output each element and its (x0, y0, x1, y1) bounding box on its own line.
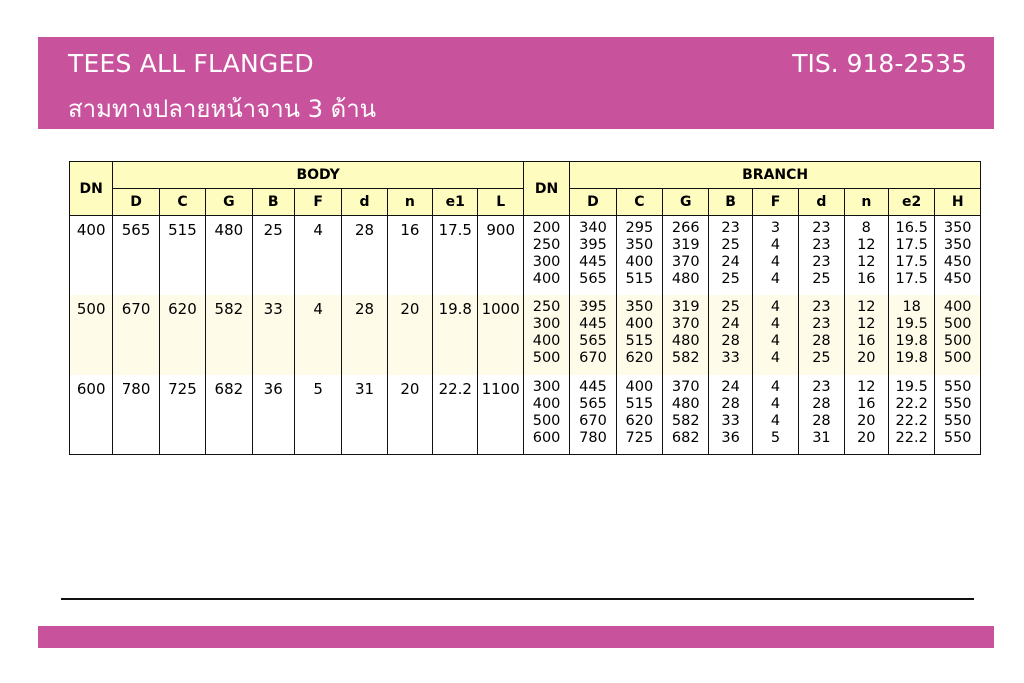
branch-value: 5 (770, 429, 781, 446)
branch-value: 24 (721, 316, 740, 333)
branch-value: 515 (625, 395, 654, 412)
branch-value: 19.8 (895, 333, 928, 350)
branch-value: 23 (812, 254, 831, 270)
branch-value: 23 (812, 316, 831, 333)
branch-value: 480 (671, 395, 700, 412)
branch-value: 480 (671, 333, 700, 350)
table-body (70, 216, 981, 455)
table-cell (799, 216, 844, 296)
branch-value: 550 (943, 395, 972, 412)
branch-value: 450 (943, 271, 972, 287)
branch-value: 500 (532, 350, 561, 367)
body-col-header: e1 (433, 189, 478, 216)
branch-value: 670 (579, 350, 607, 367)
branch-value: 19.8 (895, 350, 928, 367)
body-col-header: n (387, 189, 432, 216)
branch-value: 33 (721, 412, 740, 429)
branch-value: 22.2 (895, 395, 928, 412)
table-cell (616, 295, 662, 374)
table-cell: 565 (113, 216, 159, 296)
branch-header: BRANCH (570, 162, 981, 189)
branch-value: 17.5 (895, 254, 928, 270)
branch-value: 725 (625, 429, 654, 446)
branch-value: 445 (579, 378, 607, 395)
branch-value: 28 (812, 333, 831, 350)
branch-value: 400 (943, 299, 972, 316)
table-cell: 780 (113, 375, 159, 455)
branch-value: 266 (671, 220, 700, 236)
table-cell: 4 (294, 295, 341, 374)
table-cell: 19.8 (433, 295, 478, 374)
branch-value: 17.5 (895, 271, 928, 287)
branch-value: 370 (671, 316, 700, 333)
branch-value: 780 (579, 429, 607, 446)
branch-value: 400 (532, 395, 561, 412)
table-cell (709, 375, 752, 455)
branch-value: 400 (532, 333, 561, 350)
table-row (70, 375, 981, 455)
table-cell: 17.5 (433, 216, 478, 296)
branch-value: 28 (812, 412, 831, 429)
branch-value: 370 (671, 254, 700, 270)
branch-value: 22.2 (895, 412, 928, 429)
divider-line (61, 598, 974, 600)
table-cell (616, 375, 662, 455)
branch-value: 340 (579, 220, 607, 236)
branch-value: 25 (812, 350, 831, 367)
branch-value: 450 (943, 254, 972, 270)
branch-value: 20 (857, 412, 876, 429)
dimension-table (69, 161, 981, 455)
table-row (70, 216, 981, 296)
branch-col-header: n (844, 189, 888, 216)
branch-value: 620 (625, 412, 654, 429)
branch-value: 319 (671, 237, 700, 253)
branch-value: 370 (671, 378, 700, 395)
branch-value: 4 (770, 299, 781, 316)
branch-value: 4 (770, 254, 781, 270)
branch-value: 682 (671, 429, 700, 446)
table-cell (752, 295, 798, 374)
branch-value: 565 (579, 395, 607, 412)
branch-value: 400 (625, 316, 654, 333)
table-cell (570, 295, 616, 374)
table-cell (663, 375, 709, 455)
branch-value: 17.5 (895, 237, 928, 253)
table-cell (616, 216, 662, 296)
body-col-header: L (478, 189, 523, 216)
branch-col-header: D (570, 189, 616, 216)
body-col-header: B (252, 189, 294, 216)
table-cell (888, 375, 934, 455)
branch-value: 250 (532, 299, 561, 316)
branch-value: 12 (857, 378, 876, 395)
body-header: BODY (113, 162, 524, 189)
branch-value: 25 (721, 237, 740, 253)
table-cell: 28 (342, 295, 387, 374)
branch-value: 4 (770, 350, 781, 367)
branch-value: 19.5 (895, 316, 928, 333)
body-col-header: C (159, 189, 205, 216)
table-cell: 480 (206, 216, 252, 296)
product-title-thai: สามทางปลายหน้าจาน 3 ด้าน (68, 95, 377, 123)
table-cell: 16 (387, 216, 432, 296)
table-cell: 22.2 (433, 375, 478, 455)
branch-value: 565 (579, 333, 607, 350)
branch-value: 4 (770, 395, 781, 412)
branch-col-header: d (799, 189, 844, 216)
branch-value: 3 (770, 220, 781, 236)
table-cell: 1000 (478, 295, 523, 374)
branch-value: 4 (770, 237, 781, 253)
branch-value: 582 (671, 350, 700, 367)
branch-value: 250 (532, 237, 561, 253)
branch-value: 350 (625, 299, 654, 316)
table-cell (935, 375, 981, 455)
branch-value: 445 (579, 254, 607, 270)
branch-value: 28 (812, 395, 831, 412)
branch-value: 4 (770, 271, 781, 287)
table-cell: 36 (252, 375, 294, 455)
branch-value: 19.5 (895, 378, 928, 395)
branch-value: 28 (721, 333, 740, 350)
table-cell: 20 (387, 375, 432, 455)
table-cell: 682 (206, 375, 252, 455)
table-cell (935, 216, 981, 296)
table-cell (888, 216, 934, 296)
body-col-header: F (294, 189, 341, 216)
dn-header: DN (70, 162, 113, 216)
table-cell (752, 375, 798, 455)
branch-value: 295 (625, 220, 654, 236)
table-cell: 25 (252, 216, 294, 296)
branch-col-header: B (709, 189, 752, 216)
table-cell (570, 216, 616, 296)
branch-value: 480 (671, 271, 700, 287)
table-cell: 5 (294, 375, 341, 455)
branch-value: 12 (857, 316, 876, 333)
branch-value: 620 (625, 350, 654, 367)
branch-value: 300 (532, 254, 561, 270)
branch-value: 350 (943, 237, 972, 253)
branch-value: 600 (532, 429, 561, 446)
table-cell: 400 (70, 216, 113, 296)
table-row (70, 295, 981, 374)
table-cell: 33 (252, 295, 294, 374)
table-cell (709, 295, 752, 374)
branch-value: 550 (943, 378, 972, 395)
branch-value: 23 (812, 299, 831, 316)
branch-col-header: G (663, 189, 709, 216)
branch-value: 8 (861, 220, 871, 236)
table-cell (752, 216, 798, 296)
table-cell: 725 (159, 375, 205, 455)
table-cell (844, 216, 888, 296)
branch-value: 400 (625, 254, 654, 270)
table-cell: 31 (342, 375, 387, 455)
table-cell: 900 (478, 216, 523, 296)
branch-value: 4 (770, 378, 781, 395)
table-cell: 600 (70, 375, 113, 455)
branch-value: 25 (721, 299, 740, 316)
branch-value: 445 (579, 316, 607, 333)
branch-value: 550 (943, 429, 972, 446)
branch-value: 500 (943, 350, 972, 367)
branch-value: 4 (770, 316, 781, 333)
table-cell: 515 (159, 216, 205, 296)
table-cell (523, 295, 569, 374)
table-cell (663, 216, 709, 296)
standard-code: TIS. 918-2535 (792, 49, 967, 78)
table-cell (799, 295, 844, 374)
body-col-header: D (113, 189, 159, 216)
branch-value: 16 (857, 333, 876, 350)
table-cell: 28 (342, 216, 387, 296)
branch-value: 24 (721, 378, 740, 395)
branch-value: 31 (812, 429, 831, 446)
branch-col-header: F (752, 189, 798, 216)
branch-dn-header: DN (523, 162, 569, 216)
table-cell: 1100 (478, 375, 523, 455)
branch-value: 395 (579, 237, 607, 253)
branch-value: 300 (532, 378, 561, 395)
branch-value: 550 (943, 412, 972, 429)
branch-value: 319 (671, 299, 700, 316)
branch-value: 350 (625, 237, 654, 253)
branch-value: 23 (812, 378, 831, 395)
branch-value: 670 (579, 412, 607, 429)
footer-band (38, 626, 994, 648)
header-band (38, 37, 994, 129)
branch-value: 12 (857, 299, 876, 316)
body-col-header: d (342, 189, 387, 216)
table-cell (523, 216, 569, 296)
branch-value: 200 (532, 220, 561, 236)
table-cell: 500 (70, 295, 113, 374)
branch-value: 16.5 (895, 220, 928, 236)
table-cell (844, 375, 888, 455)
branch-value: 20 (857, 429, 876, 446)
table-cell: 20 (387, 295, 432, 374)
branch-value: 395 (579, 299, 607, 316)
branch-value: 500 (943, 316, 972, 333)
table-cell (523, 375, 569, 455)
table-cell (844, 295, 888, 374)
branch-value: 18 (902, 299, 921, 316)
branch-value: 12 (857, 254, 876, 270)
branch-value: 515 (625, 271, 654, 287)
table-cell (663, 295, 709, 374)
branch-value: 4 (770, 412, 781, 429)
branch-value: 565 (579, 271, 607, 287)
table-cell: 582 (206, 295, 252, 374)
branch-value: 300 (532, 316, 561, 333)
branch-value: 12 (857, 237, 876, 253)
branch-value: 33 (721, 350, 740, 367)
branch-value: 400 (625, 378, 654, 395)
table-cell (799, 375, 844, 455)
branch-value: 500 (943, 333, 972, 350)
branch-col-header: C (616, 189, 662, 216)
branch-col-header: e2 (888, 189, 934, 216)
branch-value: 24 (721, 254, 740, 270)
branch-value: 400 (532, 271, 561, 287)
table-cell: 620 (159, 295, 205, 374)
branch-value: 20 (857, 350, 876, 367)
branch-value: 22.2 (895, 429, 928, 446)
branch-value: 16 (857, 395, 876, 412)
branch-value: 350 (943, 220, 972, 236)
body-col-header: G (206, 189, 252, 216)
branch-value: 515 (625, 333, 654, 350)
branch-value: 582 (671, 412, 700, 429)
branch-value: 36 (721, 429, 740, 446)
branch-value: 16 (857, 271, 876, 287)
table-cell: 670 (113, 295, 159, 374)
table-cell: 4 (294, 216, 341, 296)
branch-value: 25 (721, 271, 740, 287)
table-cell (888, 295, 934, 374)
branch-value: 23 (812, 220, 831, 236)
table-cell (709, 216, 752, 296)
branch-value: 500 (532, 412, 561, 429)
branch-value: 25 (812, 271, 831, 287)
branch-col-header: H (935, 189, 981, 216)
table-cell (570, 375, 616, 455)
branch-value: 4 (770, 333, 781, 350)
table-cell (935, 295, 981, 374)
branch-value: 23 (721, 220, 740, 236)
group-header-row (70, 162, 981, 189)
branch-value: 23 (812, 237, 831, 253)
product-title: TEES ALL FLANGED (68, 49, 314, 78)
branch-value: 28 (721, 395, 740, 412)
